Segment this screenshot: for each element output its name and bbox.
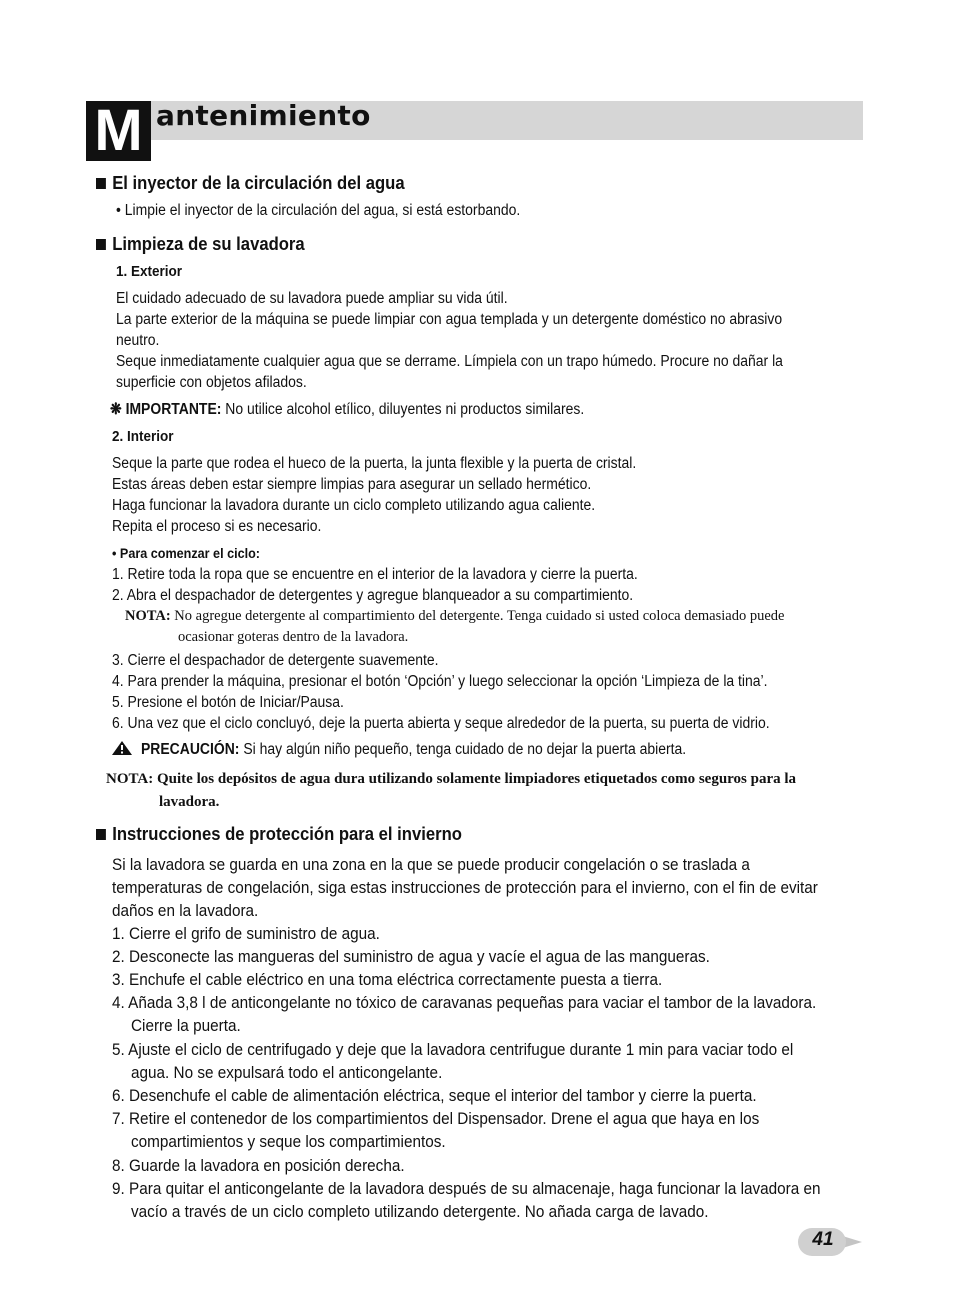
winter-step-cont: Cierre la puerta. bbox=[131, 1016, 241, 1035]
nota-detergent-cont: ocasionar goteras dentro de la lavadora. bbox=[178, 629, 409, 645]
cycle-step: 2. Abra el despachador de detergentes y agregue blanqueador a su compartimiento. bbox=[112, 587, 634, 604]
winter-step: 2. Desconecte las mangueras del suministro de agua y vacíe el agua de las mangueras. bbox=[112, 947, 710, 966]
winter-intro: Si la lavadora se guarda en una zona en la que se puede producir congelación o se traslada a bbox=[112, 855, 750, 874]
section-title-winter: Instrucciones de protección para el invierno bbox=[96, 823, 462, 845]
exterior-line: Seque inmediatamente cualquier agua que se derrame. Límpiela con un trapo húmedo. Procure no dañar la bbox=[116, 353, 783, 370]
cycle-step: 3. Cierre el despachador de detergente suavemente. bbox=[112, 652, 439, 669]
nota-hard-water: NOTA: Quite los depósitos de agua dura utilizando solamente limpiadores etiquetados como seguros para la bbox=[106, 771, 797, 787]
interior-line: Seque la parte que rodea el hueco de la puerta, la junta flexible y la puerta de cristal. bbox=[112, 455, 637, 472]
cycle-step: 6. Una vez que el ciclo concluyó, deje la puerta abierta y seque alrededor de la puerta, su puerta de vidrio. bbox=[112, 715, 770, 732]
interior-title: 2. Interior bbox=[112, 428, 174, 445]
exterior-title: 1. Exterior bbox=[116, 263, 183, 280]
winter-step: 4. Añada 3,8 l de anticongelante no tóxico de caravanas pequeñas para vaciar el tambor de la lavadora. bbox=[112, 993, 817, 1012]
section-title-injector: El inyector de la circulación del agua bbox=[96, 172, 405, 194]
winter-step: 5. Ajuste el ciclo de centrifugado y deje que la lavadora centrifugue durante 1 min para vaciar todo el bbox=[112, 1040, 794, 1059]
winter-step: 6. Desenchufe el cable de alimentación eléctrica, seque el interior del tambor y cierre la puerta. bbox=[112, 1086, 757, 1105]
cycle-title: • Para comenzar el ciclo: bbox=[112, 545, 260, 561]
interior-line: Estas áreas deben estar siempre limpias para asegurar un sellado hermético. bbox=[112, 476, 592, 493]
header-initial: M bbox=[86, 101, 151, 161]
caution-note: PRECAUCIÓN: Si hay algún niño pequeño, tenga cuidado de no dejar la puerta abierta. bbox=[141, 741, 687, 758]
winter-step: 7. Retire el contenedor de los compartimientos del Dispensador. Drene el agua que haya en los bbox=[112, 1109, 760, 1128]
cycle-step: 4. Para prender la máquina, presionar el botón ‘Opción’ y luego seleccionar la opción ‘Limpieza de la tina’. bbox=[112, 673, 768, 690]
warning-triangle-icon bbox=[112, 741, 132, 755]
winter-step-cont: vacío a través de un ciclo completo utilizando detergente. No añada carga de lavado. bbox=[131, 1202, 709, 1221]
winter-intro: temperaturas de congelación, siga estas instrucciones de protección para el invierno, con el fin de evitar bbox=[112, 878, 818, 897]
section-title-cleaning: Limpieza de su lavadora bbox=[96, 233, 305, 255]
important-note: ❋ IMPORTANTE: No utilice alcohol etílico, diluyentes ni productos similares. bbox=[110, 401, 585, 418]
cycle-step: 1. Retire toda la ropa que se encuentre en el interior de la lavadora y cierre la puerta. bbox=[112, 566, 638, 583]
page-title: antenimiento bbox=[156, 99, 371, 132]
square-bullet-icon bbox=[96, 239, 106, 250]
exterior-line: La parte exterior de la máquina se puede limpiar con agua templada y un detergente doméstico no abrasivo bbox=[116, 311, 783, 328]
winter-step: 9. Para quitar el anticongelante de la lavadora después de su almacenaje, haga funcionar la lavadora en bbox=[112, 1179, 821, 1198]
winter-step: 8. Guarde la lavadora en posición derecha. bbox=[112, 1156, 405, 1175]
page-number: 41 bbox=[812, 1229, 834, 1250]
interior-line: Repita el proceso si es necesario. bbox=[112, 518, 322, 535]
interior-line: Haga funcionar la lavadora durante un ciclo completo utilizando agua caliente. bbox=[112, 497, 596, 514]
nota-hard-water-cont: lavadora. bbox=[159, 794, 220, 810]
injector-bullet: • Limpie el inyector de la circulación del agua, si está estorbando. bbox=[116, 202, 521, 219]
square-bullet-icon bbox=[96, 178, 106, 189]
cycle-step: 5. Presione el botón de Iniciar/Pausa. bbox=[112, 694, 344, 711]
exterior-line: neutro. bbox=[116, 332, 160, 349]
square-bullet-icon bbox=[96, 829, 106, 840]
winter-step: 1. Cierre el grifo de suministro de agua. bbox=[112, 924, 380, 943]
winter-step: 3. Enchufe el cable eléctrico en una toma eléctrica correctamente puesta a tierra. bbox=[112, 970, 663, 989]
exterior-line: superficie con objetos afilados. bbox=[116, 374, 307, 391]
caution-label: PRECAUCIÓN: bbox=[141, 741, 240, 758]
important-label: ❋ IMPORTANTE: bbox=[110, 401, 222, 418]
nota-label: NOTA: bbox=[125, 608, 171, 624]
winter-intro: daños en la lavadora. bbox=[112, 901, 259, 920]
nota-label: NOTA: bbox=[106, 771, 154, 787]
winter-step-cont: compartimientos y seque los compartimientos. bbox=[131, 1132, 446, 1151]
winter-step-cont: agua. No se expulsará todo el anticongelante. bbox=[131, 1063, 443, 1082]
nota-detergent: NOTA: No agregue detergente al compartimiento del detergente. Tenga cuidado si usted coloca demasiado puede bbox=[125, 608, 785, 624]
exterior-line: El cuidado adecuado de su lavadora puede ampliar su vida útil. bbox=[116, 290, 508, 307]
